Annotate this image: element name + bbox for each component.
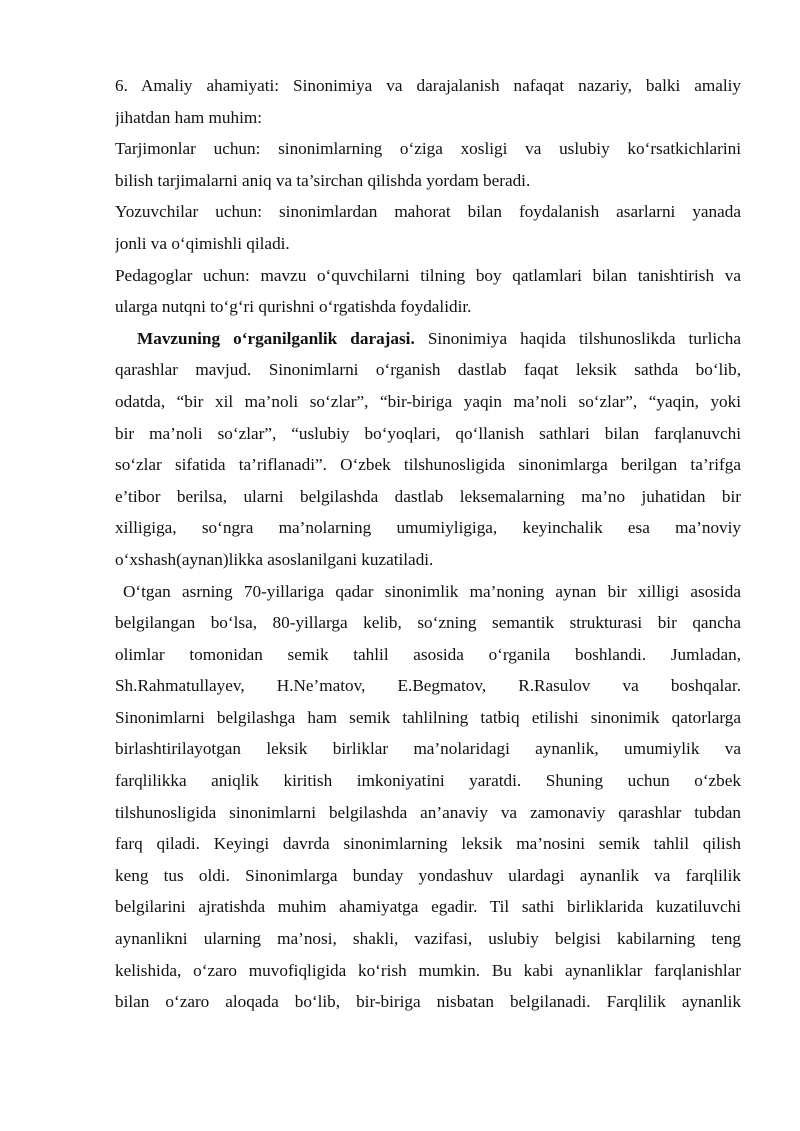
line-text: jihatdan ham muhim: [115,107,263,127]
text-line [115,639,741,671]
text-line [115,228,741,260]
text-line [115,323,741,355]
line-text: bir ma’noli so‘zlar”, “uslubiy bo‘yoqlari, qo‘llanish sathlari bilan farqlanuvchi [115,423,741,443]
text-line [115,196,741,228]
text-line [115,386,741,418]
line-text: odatda, “bir xil ma’noli so‘zlar”, “bir-biriga yaqin ma’noli so‘zlar”, “yaqin, yoki [115,391,741,411]
text-line [115,607,741,639]
text-line [115,670,741,702]
line-text: jonli va o‘qimishli qiladi. [115,233,290,253]
line-text: birlashtirilayotgan leksik birliklar ma’nolaridagi aynanlik, umumiylik va [115,739,741,759]
line-text: belgilangan bo‘lsa, 80-yillarga kelib, so‘zning semantik strukturasi bir qancha [115,613,741,633]
line-text: tilshunosligida sinonimlarni belgilashda an’anaviy va zamonaviy qarashlar tubdan [115,802,741,822]
text-line [115,102,741,134]
line-text: belgilarini ajratishda muhim ahamiyatga egadir. Til sathi birliklarida kuzatiluvchi [115,897,741,917]
text-line [115,891,741,923]
line-text: Sinonimlarni belgilashga ham semik tahlilning tatbiq etilishi sinonimik qatorlarga [115,707,741,727]
line-text: farqlilikka aniqlik kiritish imkoniyatini yaratdi. Shuning uchun o‘zbek [115,771,741,791]
line-text: ularga nutqni to‘g‘ri qurishni o‘rgatishda foydalidir. [115,297,472,317]
text-line [115,449,741,481]
text-line [115,797,741,829]
text-line [115,544,741,576]
line-text: bilish tarjimalarni aniq va ta’sirchan qilishda yordam beradi. [115,170,531,190]
text-line [115,828,741,860]
section-heading: Mavzuning o‘rganilganlik darajasi. [137,328,415,348]
document-page [115,70,741,1018]
line-text: Pedagoglar uchun: mavzu o‘quvchilarni tilning boy qatlamlari bilan tanishtirish va [115,265,741,285]
line-text: Yozuvchilar uchun: sinonimlardan mahorat bilan foydalanish asarlarni yanada [115,202,741,222]
line-text: aynanlikni ularning ma’nosi, shakli, vazifasi, uslubiy belgisi kabilarning teng [115,929,741,949]
line-text: o‘xshash(aynan)likka asoslanilgani kuzatiladi. [115,549,434,569]
text-line [115,860,741,892]
text-line [115,481,741,513]
line-text: kelishida, o‘zaro muvofiqligida ko‘rish mumkin. Bu kabi aynanliklar farqlanishlar [115,960,741,980]
text-line [115,512,741,544]
text-line [115,765,741,797]
text-line [115,923,741,955]
text-line [115,955,741,987]
text-line [115,354,741,386]
text-line [115,576,741,608]
line-text: farq qiladi. Keyingi davrda sinonimlarning leksik ma’nosini semik tahlil qilish [115,834,741,854]
line-text: Sinonimiya haqida tilshunoslikda turlicha [414,328,741,348]
text-line [115,165,741,197]
line-text: e’tibor berilsa, ularni belgilashda dastlab leksemalarning ma’no juhatidan bir [115,486,741,506]
text-line [115,733,741,765]
text-line [115,260,741,292]
text-line [115,133,741,165]
text-line [115,418,741,450]
line-text: xilligiga, so‘ngra ma’nolarning umumiyligiga, keyinchalik esa ma’noviy [115,518,741,538]
line-text: so‘zlar sifatida ta’riflanadi”. O‘zbek tilshunosligida sinonimlarga berilgan ta’rifga [115,455,741,475]
line-text: Tarjimonlar uchun: sinonimlarning o‘ziga xosligi va uslubiy ko‘rsatkichlarini [115,139,741,159]
line-text: olimlar tomonidan semik tahlil asosida o‘rganila boshlandi. Jumladan, [115,644,741,664]
line-text: keng tus oldi. Sinonimlarga bunday yondashuv ulardagi aynanlik va farqlilik [115,865,741,885]
text-line [115,70,741,102]
line-text: 6. Amaliy ahamiyati: Sinonimiya va darajalanish nafaqat nazariy, balki amaliy [115,76,741,95]
text-line [115,291,741,323]
text-line [115,702,741,734]
text-line [115,986,741,1018]
line-text: bilan o‘zaro aloqada bo‘lib, bir-biriga nisbatan belgilanadi. Farqlilik aynanlik [115,992,741,1012]
line-text: qarashlar mavjud. Sinonimlarni o‘rganish dastlab faqat leksik sathda bo‘lib, [115,360,741,380]
line-text: O‘tgan asrning 70-yillariga qadar sinonimlik ma’noning aynan bir xilligi asosida [123,581,741,601]
line-text: Sh.Rahmatullayev, H.Ne’matov, E.Begmatov, R.Rasulov va boshqalar. [115,676,741,696]
